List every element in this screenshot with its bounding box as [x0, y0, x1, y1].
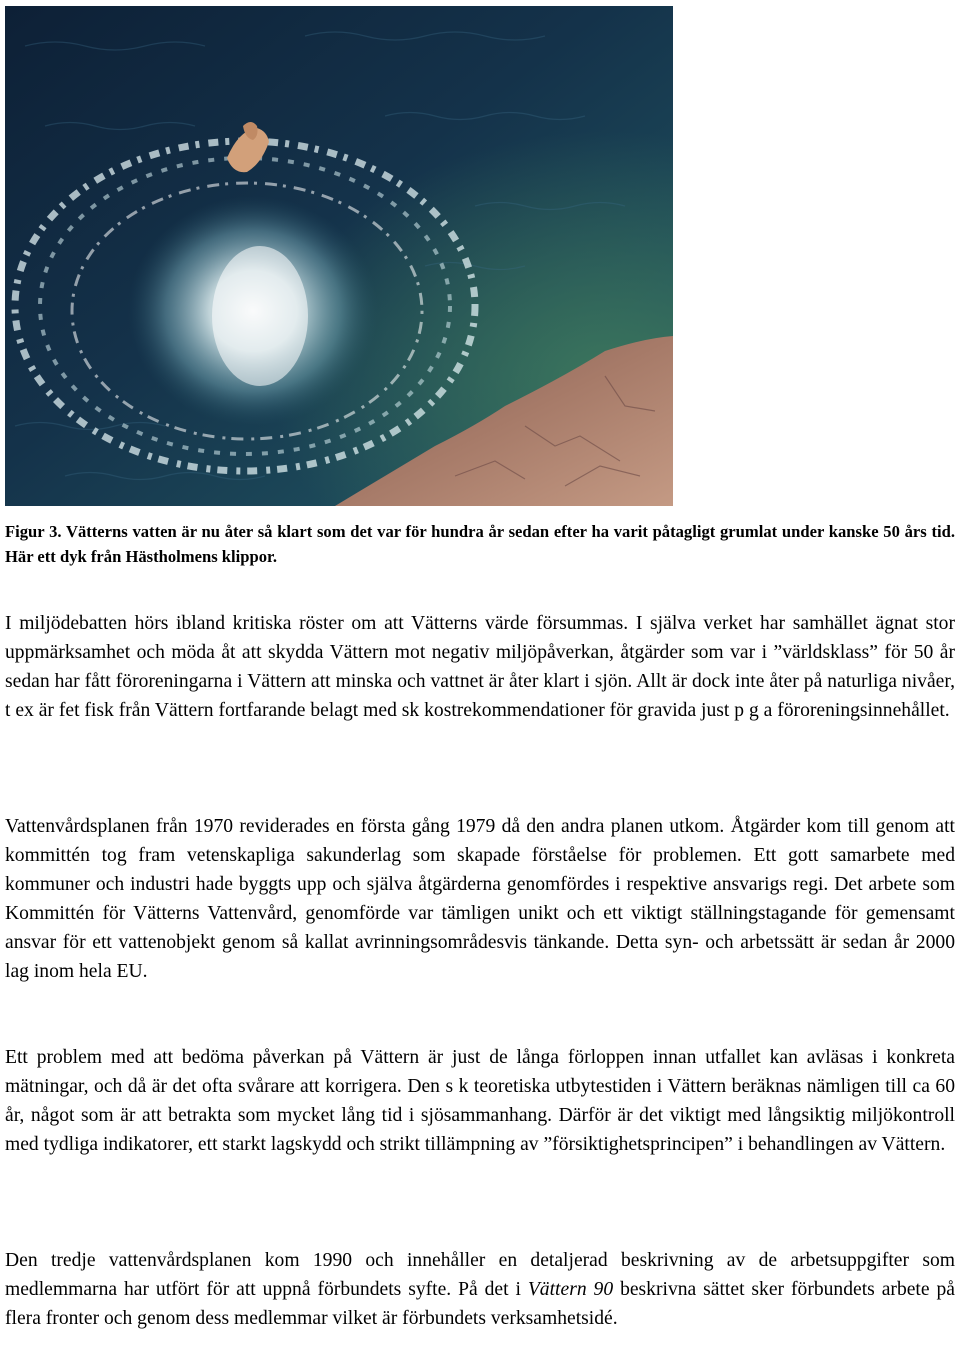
figure-caption: Figur 3. Vätterns vatten är nu åter så klart som det var för hundra år sedan efter ha varit påtagligt grumlat under kanske 50 års tid. Här ett dyk från Hästholmens klippor.: [5, 522, 955, 566]
paragraph-miljodebatten: I miljödebatten hörs ibland kritiska röster om att Vätterns värde försummas. I själva verket har samhället ägnat stor uppmärksamhet och möda åt att skydda Vättern mot negativ miljöpåverkan, åtgärder som var i ”världsklass” för 50 år sedan har fått föroreningarna i Vättern att minska och vattnet är åter klart i sjön. Allt är dock inte åter på naturliga nivåer, t ex är fet fisk från Vättern fortfarande belagt med sk kostrekommendationer för gravida just p g a föroreningsinnehållet.: [5, 613, 955, 721]
publication-title-vattern-90: Vättern 90: [527, 1279, 614, 1300]
paragraph-tredje-planen-end: beskrivna sättet sker förbundets arbete på flera fronter och genom dess medlemmar vilket är förbundets verksamhetsidé.: [5, 1279, 955, 1329]
paragraph-tredje-planen-start: Den tredje vattenvårdsplanen kom 1990 och innehåller en detaljerad beskrivning av de arbetsuppgifter som medlemmarna har utfört för att uppnå förbundets syfte. På det i: [5, 1250, 955, 1300]
figure-photo: [5, 6, 673, 506]
paragraph-paverkan: Ett problem med att bedöma påverkan på Vättern är just de långa förloppen innan utfallet kan avläsas i konkreta mätningar, och då är det ofta svårare att korrigera. Den s k teoretiska utbytestiden i Vättern beräknas nämligen till ca 60 år, något som är att betrakta som mycket lång tid i sjösammanhang. Därför är det viktigt med långsiktig miljökontroll med tydliga indikatorer, ett starkt lagskydd och strikt tillämpning av ”försiktighetsprincipen” i behandlingen av Vättern.: [5, 1047, 955, 1155]
paragraph-tredje-planen: [5, 1246, 955, 1333]
dive-photo-illustration: [5, 6, 673, 506]
splash-core: [212, 246, 308, 386]
paragraph-vattenvardsplanen: Vattenvårdsplanen från 1970 reviderades en första gång 1979 då den andra planen utkom. Åtgärder kom till genom att kommittén tog fram vetenskapliga sakunderlag som skapade förståelse för problemen. Ett gott samarbete med kommuner och industri hade byggts upp och själva åtgärderna genomfördes i respektive ansvarigs regi. Det arbete som Kommittén för Vätterns Vattenvård, genomförde var tämligen unikt och ett viktigt ställningstagande för gemensamt ansvar för ett vattenobjekt genom så kallat avrinningsområdesvis tänkande. Detta syn- och arbetssätt är sedan år 2000 lag inom hela EU.: [5, 816, 955, 982]
